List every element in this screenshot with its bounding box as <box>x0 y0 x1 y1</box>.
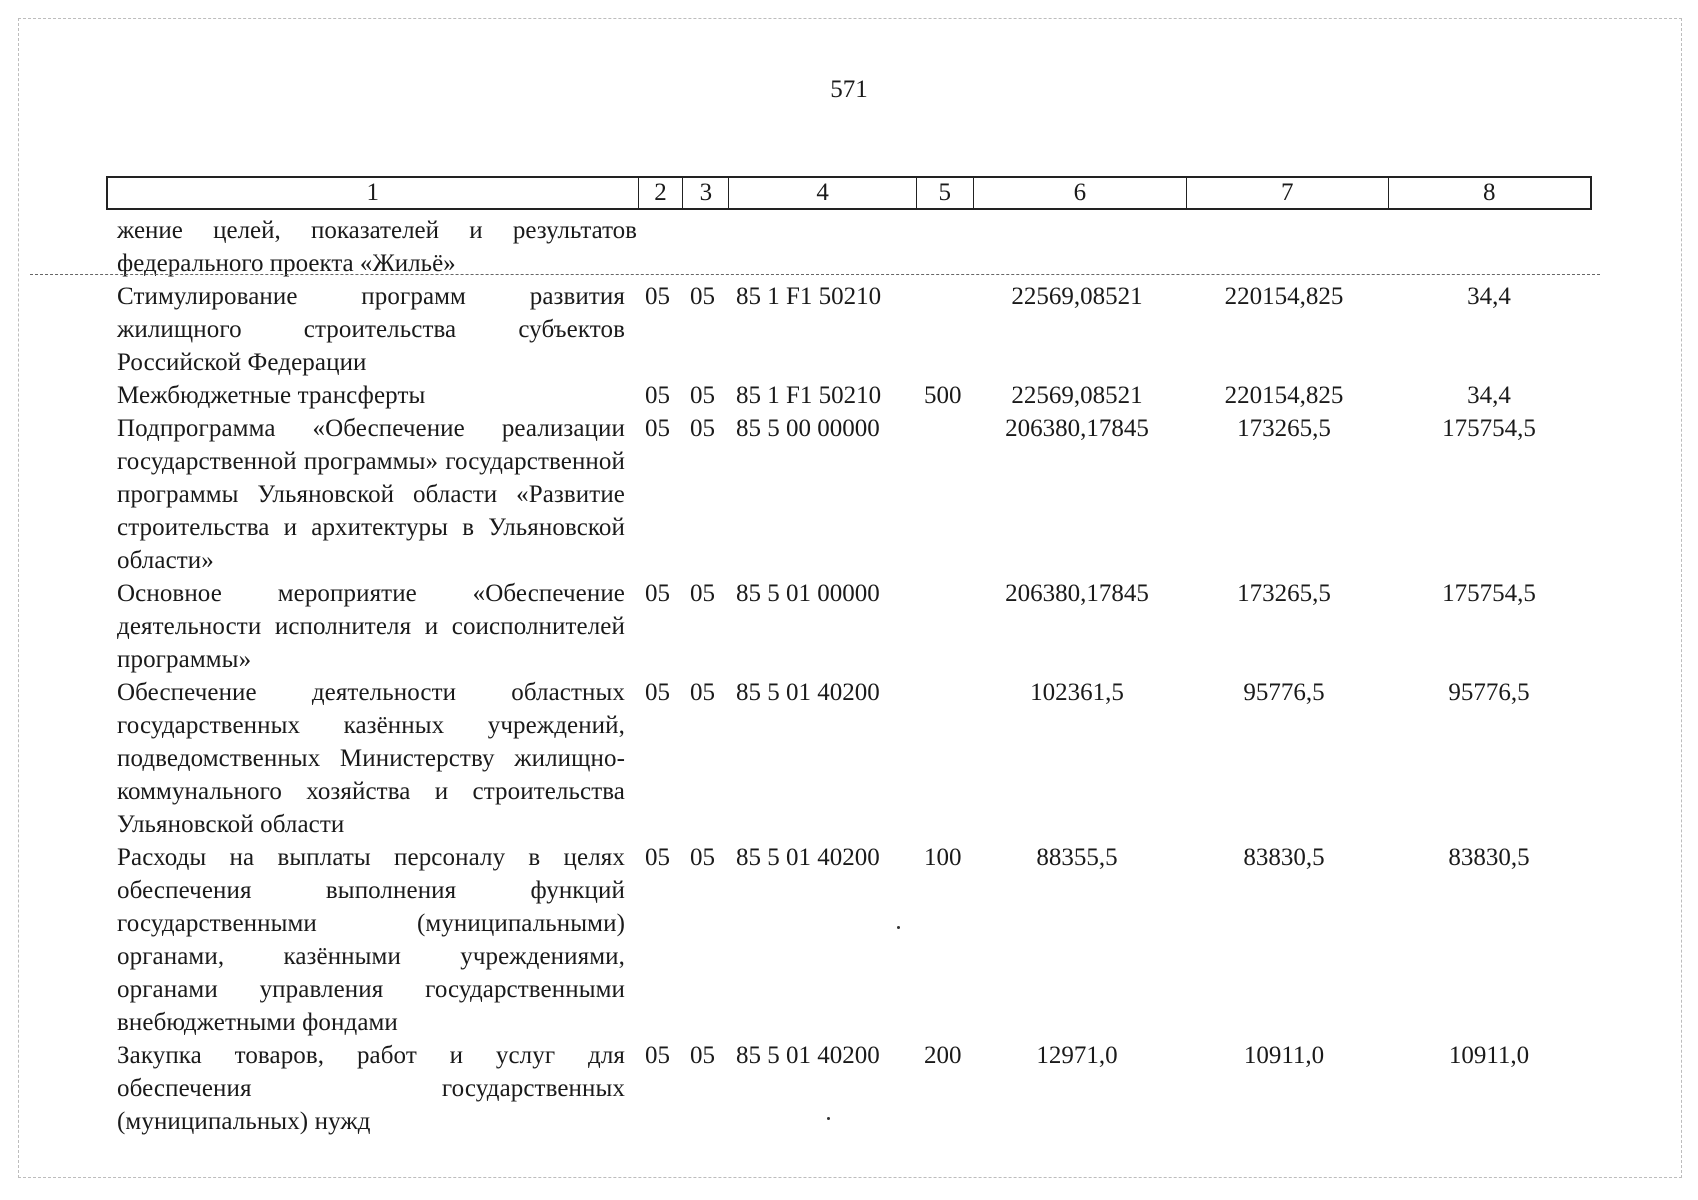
scan-speck <box>827 1117 830 1120</box>
column-header-row <box>106 176 1592 210</box>
row-name: Основное мероприятие «Обеспечение деятельности исполнителя и соисполнителей программы» <box>117 580 625 673</box>
row-name: Закупка товаров, работ и услуг для обеспечения государственных (муниципальных) нужд <box>117 1042 625 1135</box>
header-col-7: 7 <box>1187 178 1388 208</box>
row-name: Обеспечение деятельности областных государственных казённых учреждений, подведомственных Министерству жилищно-коммунального хозяйства и строительства Ульяновской области <box>117 679 625 838</box>
cell-amount-1: 88355,5 <box>1036 844 1118 871</box>
header-col-5: 5 <box>917 178 974 208</box>
cell-amount-2: 220154,825 <box>1224 283 1344 310</box>
cell-amount-2: 95776,5 <box>1243 679 1325 706</box>
cell-amount-3: 95776,5 <box>1448 679 1530 706</box>
row-name: Подпрограмма «Обеспечение реализации государственной программы» государственной программы Ульяновской области «Развитие строительства и архитектуры в Ульяновской области» <box>117 415 625 574</box>
header-col-4: 4 <box>729 178 917 208</box>
page-number: 571 <box>830 76 868 103</box>
cell-amount-1: 102361,5 <box>1030 679 1124 706</box>
cell-subsection: 05 <box>690 844 715 871</box>
cell-amount-3: 175754,5 <box>1442 415 1536 442</box>
cell-target-code: 85 5 00 00000 <box>736 415 880 442</box>
cell-subsection: 05 <box>690 382 715 409</box>
cell-amount-3: 175754,5 <box>1442 580 1536 607</box>
cell-subsection: 05 <box>690 580 715 607</box>
cell-expense-type: 100 <box>924 844 962 871</box>
cell-target-code: 85 5 01 40200 <box>736 844 880 871</box>
row-name: Расходы на выплаты персоналу в целях обеспечения выполнения функций государственными (муниципальными) органами, казёнными учреждениями, органами управления государственными внебюджетными фондами <box>117 844 625 1036</box>
cell-amount-3: 34,4 <box>1467 283 1511 310</box>
cut-line <box>30 274 1600 275</box>
cell-subsection: 05 <box>690 283 715 310</box>
cell-target-code: 85 5 01 40200 <box>736 679 880 706</box>
cell-amount-2: 220154,825 <box>1224 382 1344 409</box>
cell-amount-3: 10911,0 <box>1448 1042 1530 1069</box>
scan-speck <box>897 926 900 929</box>
header-col-3: 3 <box>683 178 729 208</box>
cell-section: 05 <box>645 844 670 871</box>
continuation-text: жение целей, показателей и результатов федерального проекта «Жильё» <box>117 217 637 277</box>
cell-section: 05 <box>645 679 670 706</box>
cell-target-code: 85 1 F1 50210 <box>736 283 882 310</box>
cell-target-code: 85 5 01 00000 <box>736 580 880 607</box>
cell-amount-2: 173265,5 <box>1237 580 1331 607</box>
cell-section: 05 <box>645 580 670 607</box>
cell-subsection: 05 <box>690 415 715 442</box>
header-col-1: 1 <box>108 178 639 208</box>
cell-amount-1: 206380,17845 <box>1005 580 1149 607</box>
cell-expense-type: 200 <box>924 1042 962 1069</box>
cell-expense-type: 500 <box>924 382 962 409</box>
cell-amount-3: 34,4 <box>1467 382 1511 409</box>
row-name: Межбюджетные трансферты <box>117 382 426 409</box>
cell-section: 05 <box>645 415 670 442</box>
cell-amount-2: 83830,5 <box>1243 844 1325 871</box>
cell-amount-1: 206380,17845 <box>1005 415 1149 442</box>
header-col-6: 6 <box>974 178 1187 208</box>
cell-section: 05 <box>645 283 670 310</box>
cell-amount-3: 83830,5 <box>1448 844 1530 871</box>
cell-section: 05 <box>645 382 670 409</box>
row-name: Стимулирование программ развития жилищного строительства субъектов Российской Федерации <box>117 283 625 376</box>
cell-subsection: 05 <box>690 679 715 706</box>
cell-amount-1: 12971,0 <box>1036 1042 1118 1069</box>
cell-amount-1: 22569,08521 <box>1011 283 1143 310</box>
cell-section: 05 <box>645 1042 670 1069</box>
cell-target-code: 85 1 F1 50210 <box>736 382 882 409</box>
header-col-2: 2 <box>639 178 684 208</box>
cell-subsection: 05 <box>690 1042 715 1069</box>
cell-target-code: 85 5 01 40200 <box>736 1042 880 1069</box>
cell-amount-2: 173265,5 <box>1237 415 1331 442</box>
header-col-8: 8 <box>1483 179 1496 206</box>
cell-amount-1: 22569,08521 <box>1011 382 1143 409</box>
cell-amount-2: 10911,0 <box>1243 1042 1325 1069</box>
